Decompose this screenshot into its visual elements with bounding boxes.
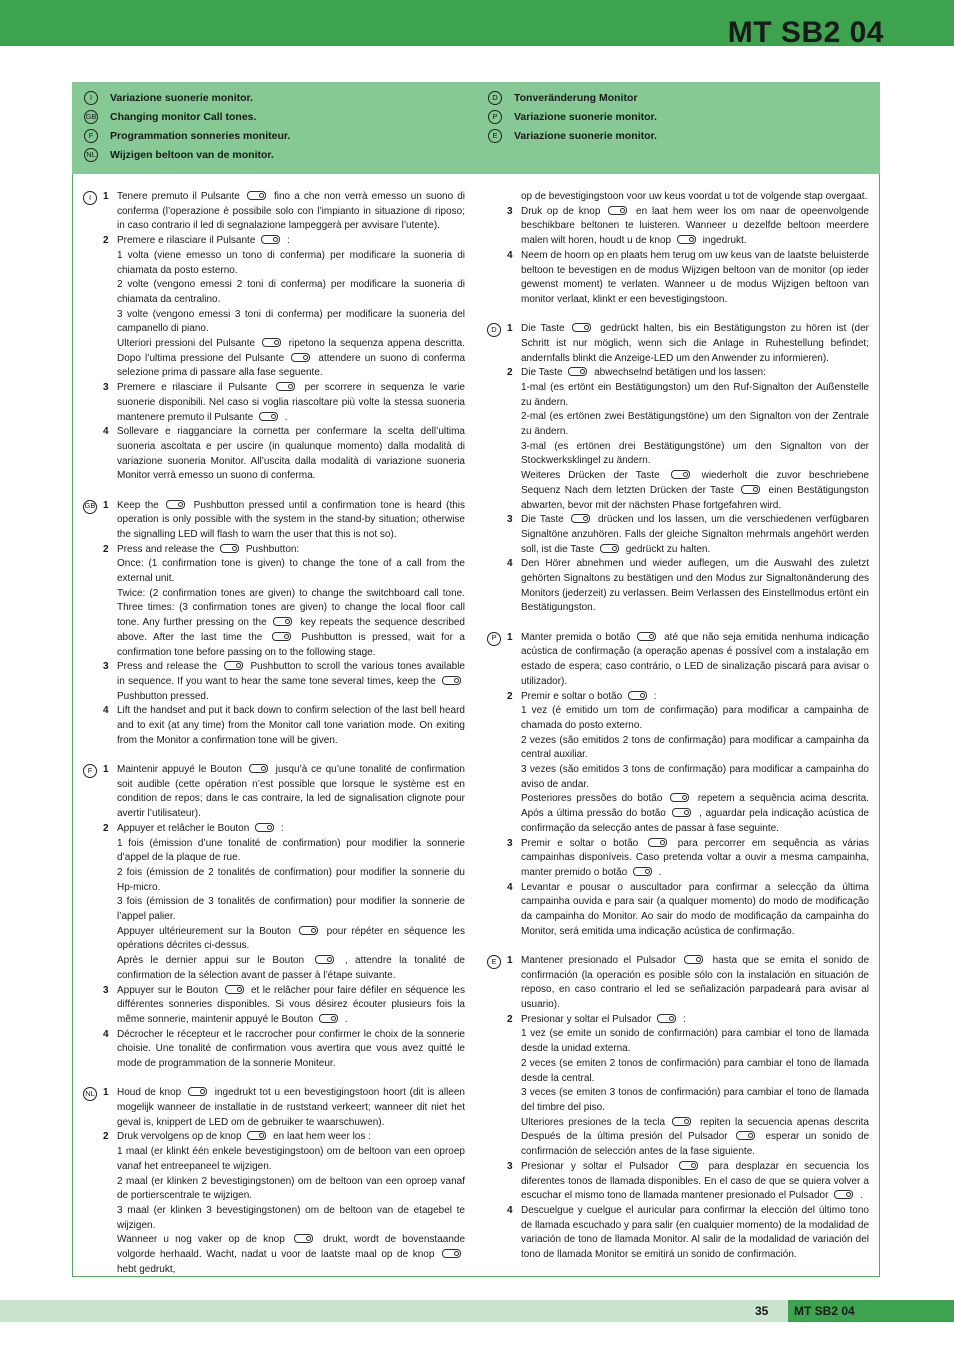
badge-cell [83, 822, 103, 984]
step-paragraph: op de bevestigingstoon voor uw keus voordat u tot de volgende stap overgaat. [521, 191, 868, 202]
language-legend [72, 82, 880, 174]
pushbutton-icon [628, 691, 647, 700]
step-paragraph: Ulteriori pressioni del Pulsante ripetono la sequenza appena descritta. Dopo l’ultima pressione del Pulsante attendere un suono di conferma selezione prima di passare alla fase seguente. [117, 338, 466, 379]
step-paragraph: 2-mal (es ertönen zwei Bestätigungstöne) um den Signalton von der Zentrale zu ändern. [521, 411, 869, 438]
step-text [117, 499, 465, 543]
badge-cell [83, 1028, 103, 1072]
language-badge: I [84, 91, 98, 105]
instruction-step [83, 822, 465, 984]
step-paragraph: Appuyer sur le Bouton et le relâcher pour faire défiler en séquence les différentes sonneries disponibles. Si vous désirez écouter plusieurs fois la même sonnerie, maintenir appuyé le Bouton . [117, 984, 465, 1025]
step-text [521, 205, 869, 249]
step-paragraph: Tenere premuto il Pulsante fino a che non verrà emesso un suono di conferma (l’operazione è possibile solo con l’impianto in situazione di riposo; in caso contrario il led di segnalazione lampeggerà per avvisare l’utente). [117, 191, 466, 232]
step-number: 3 [507, 205, 513, 217]
step-paragraph: 1 fois (émission d’une tonalité de confirmation) pour modifier la sonnerie d’appel de la plaque de rue. [117, 837, 465, 864]
step-number: 4 [507, 1204, 513, 1216]
pushbutton-icon [166, 500, 185, 509]
step-number [507, 190, 521, 205]
step-number: 1 [103, 764, 109, 776]
badge-cell [487, 1204, 507, 1263]
step-text [521, 322, 869, 366]
instruction-step [487, 366, 869, 513]
step-number: 1 [507, 323, 513, 335]
pushbutton-icon [291, 353, 310, 362]
badge-cell [487, 249, 507, 308]
instruction-step [487, 190, 869, 205]
badge-cell [487, 557, 507, 616]
step-text [521, 954, 869, 1013]
pushbutton-icon [633, 867, 652, 876]
pushbutton-icon [834, 1190, 853, 1199]
step-paragraph: Lift the handset and put it back down to confirm selection of the last bell heard and to exit (at any time) from the Monitor call tone variation mode. On exiting from the Monitor a confirmation tone will be given. [117, 705, 465, 746]
pushbutton-icon [255, 823, 274, 832]
pushbutton-icon [637, 632, 656, 641]
pushbutton-icon [259, 412, 278, 421]
language-badge: E [487, 955, 501, 969]
step-number: 2 [103, 543, 109, 555]
badge-cell [487, 954, 507, 1013]
pushbutton-icon [276, 382, 295, 391]
pushbutton-icon [684, 955, 703, 964]
instruction-step [487, 954, 869, 1013]
page-number: 35 [755, 1304, 769, 1318]
step-paragraph: Twice: (2 confirmation tones are given) to change the switchboard call tone. Three times: (3 confirmation tones are given) to change the local floor call tone. Any further pressing on the key repeats the sequence described above. After the last time the Pushbutton is pressed, wait for a confirmation tone before passing on to the following stage. [117, 587, 465, 658]
step-number: 2 [507, 367, 513, 379]
instruction-step [487, 513, 869, 557]
pushbutton-icon [568, 367, 587, 376]
step-paragraph: Décrocher le récepteur et le raccrocher pour confirmer le choix de la sonnerie choisie. Une tonalité de confirmation vous avertira que vous avez quitté le mode de programmation de la sonnerie Moniteur. [117, 1028, 465, 1070]
language-label: Variazione suonerie monitor. [110, 91, 253, 104]
instruction-step [487, 205, 869, 249]
pushbutton-icon [225, 985, 244, 994]
instruction-step [487, 1160, 869, 1204]
step-paragraph: Once: (1 confirmation tone is given) to change the tone of a call from the external unit. [117, 558, 465, 585]
step-paragraph: Mantener presionado el Pulsador hasta que se emita el sonido de confirmación (la operación es posible sólo con la instalación en situación de reposo, en caso contrario el led se señalización parpadeará para avisar al usuario). [521, 954, 870, 1011]
step-paragraph: Levantar e pousar o auscultador para confirmar a selecção da última campainha ouvida e para sair (a qualquer momento) do modo de modificação da campainha do Monitor. Ao sair do modo de modificação da campainha do Monitor, será emitida uma indicação acústica de confirmação. [521, 881, 869, 937]
step-number: 2 [103, 822, 109, 834]
badge-cell [83, 425, 103, 484]
badge-cell [487, 690, 507, 837]
section-pt [487, 631, 869, 940]
step-text [117, 1028, 465, 1072]
step-number: 4 [507, 558, 513, 570]
step-text [521, 631, 869, 690]
step-paragraph: 1 vez (se emite un sonido de confirmación) para cambiar el tono de llamada desde la unidad externa. [521, 1028, 869, 1055]
step-number: 1 [507, 631, 513, 643]
step-number: 4 [507, 881, 513, 893]
language-label: Variazione suonerie monitor. [514, 110, 657, 123]
step-number: 2 [103, 1131, 109, 1143]
step-text [521, 1160, 869, 1204]
left-column [83, 190, 465, 1292]
step-text [521, 249, 869, 308]
step-number: 3 [507, 837, 513, 849]
step-number: 4 [507, 249, 513, 261]
instruction-step [487, 1204, 869, 1263]
step-paragraph: Appuyer ultérieurement sur la Bouton pour répéter en séquence les opérations décrites ci-dessus. [117, 925, 465, 952]
badge-cell [83, 1086, 103, 1130]
badge-cell [83, 499, 103, 543]
language-row [488, 107, 657, 126]
pushbutton-icon [273, 617, 292, 626]
instructions-panel [72, 174, 880, 1277]
step-text [521, 1204, 869, 1263]
instruction-step [83, 704, 465, 748]
instruction-step [83, 763, 465, 822]
step-paragraph: 2 volte (vengono emessi 2 toni di conferma) per modificare la suoneria di chiamata da centralino. [117, 279, 465, 305]
pushbutton-icon [247, 1131, 266, 1140]
pushbutton-icon [608, 206, 627, 215]
step-number: 3 [103, 984, 109, 996]
instruction-step [83, 499, 465, 543]
step-paragraph: 1-mal (es ertönt ein Bestätigungston) um den Ruf-Signalton der Außenstelle zu ändern. [521, 381, 869, 408]
badge-cell [487, 366, 507, 513]
instruction-step [83, 1130, 465, 1277]
step-paragraph: Neem de hoorn op en plaats hem terug om uw keus van de laatste beluisterde beltoon te bevestigen en de modus Wijzigen beltoon van de monitor (op ieder gewenst moment) te verlaten. Wanneer u de modus Wijzigen beltoon van monitor verlaat, klinkt er een bevestigingstoon. [521, 249, 869, 305]
pushbutton-icon [572, 323, 591, 332]
step-text [521, 557, 869, 616]
badge-cell [83, 190, 103, 234]
instruction-step [83, 1086, 465, 1130]
pushbutton-icon [672, 808, 691, 817]
section-gb [83, 499, 465, 749]
step-paragraph: 3 veces (se emiten 3 tonos de confirmación) para cambiar el tono de llamada del timbre del piso. [521, 1087, 869, 1113]
instruction-step [487, 1013, 869, 1160]
step-text [117, 190, 465, 234]
step-paragraph: Maintenir appuyé le Bouton jusqu’à ce qu’une tonalité de confirmation soit audible (cette opération n’est possible que lorsque le système est en condition de repos; dans le cas contraire, la led de signalisation clignote pour avertir l’utilisateur). [117, 764, 465, 820]
step-number: 4 [103, 705, 109, 717]
language-badge: D [488, 91, 502, 105]
pushbutton-icon [220, 544, 239, 553]
badge-cell [487, 1160, 507, 1204]
language-badge: I [83, 191, 97, 205]
language-badge: GB [84, 110, 98, 124]
step-number: 3 [103, 661, 109, 673]
pushbutton-icon [442, 1249, 461, 1258]
instruction-step [487, 249, 869, 308]
step-paragraph: 1 maal (er klinkt één enkele bevestigingstoon) om de beltoon van een oproep vanaf het entreepaneel te wijzigen. [117, 1146, 465, 1172]
step-paragraph: Après le dernier appui sur le Bouton , attendre la tonalité de confirmation de la sélection avant de passer à l’étape suivante. [117, 955, 465, 981]
right-column [487, 190, 869, 1277]
step-paragraph: 3 maal (er klinken 3 bevestigingstonen) om de beltoon van de etagebel te wijzigen. [117, 1204, 465, 1231]
badge-cell [83, 704, 103, 748]
step-number: 2 [507, 690, 513, 702]
step-text [521, 366, 869, 513]
step-text [117, 425, 465, 484]
step-paragraph: Descuelgue y cuelgue el auricular para confirmar la elección del último tono de llamada escuchado y para salir (en cualquier momento) de la modalidad de variación de tono de llamada Monitor. Al salir de la modalidad de variación del tono de llamada Monitor se emitirá un sonido de confirmación. [521, 1204, 869, 1261]
step-paragraph: 3 fois (émission de 3 tonalités de confirmation) pour modifier la sonnerie de l’appel palier. [117, 896, 465, 923]
step-number: 1 [103, 191, 109, 202]
pushbutton-icon [741, 485, 760, 494]
step-paragraph: Wanneer u nog vaker op de knop drukt, wordt de bovenstaande volgorde herhaald. Wacht, nadat u voor de laatste maal op de knop hebt gedrukt, [117, 1234, 466, 1275]
badge-cell [487, 631, 507, 690]
badge-cell [487, 1013, 507, 1160]
badge-cell [487, 190, 507, 205]
pushbutton-icon [299, 926, 318, 935]
step-text [117, 763, 465, 822]
language-badge: E [488, 129, 502, 143]
step-paragraph: 3-mal (es ertönen drei Bestätigungstöne) um den Signalton von der Stockwerksklingel zu ändern. [521, 440, 869, 467]
language-badge: D [487, 323, 501, 337]
step-number: 4 [103, 1028, 109, 1040]
instruction-step [83, 660, 465, 704]
pushbutton-icon [571, 514, 590, 523]
step-text [521, 1013, 869, 1160]
step-paragraph: Houd de knop ingedrukt tot u een bevestigingstoon hoort (dit is alleen mogelijk wanneer de installatie in de ruststand verkeert; wanneer dit niet het geval is, knippert de LED om de gebruiker te waarschuwen). [117, 1087, 465, 1128]
footer-label: MT SB2 04 [788, 1300, 954, 1322]
step-paragraph: Appuyer et relâcher le Bouton : [117, 822, 284, 834]
step-number: 2 [507, 1013, 513, 1025]
section-fr [83, 763, 465, 1072]
step-paragraph: Posteriores pressões do botão repetem a sequência acima descrita. Após a última pressão do botão , aguardar pela indicação acústica de confirmação da selecção antes de passar à fase seguinte. [521, 793, 869, 834]
step-text [521, 513, 869, 557]
step-paragraph: Premere e rilasciare il Pulsante per scorrere in sequenza le varie suonerie disponibili. Nel caso si voglia riascoltare più volte la stessa suoneria mantenere premuto il Pulsante . [117, 382, 465, 423]
language-list-right [488, 88, 657, 145]
language-badge: F [83, 764, 97, 778]
language-badge: P [488, 110, 502, 124]
pushbutton-icon [671, 470, 690, 479]
step-paragraph: Die Taste abwechselnd betätigen und los lassen: [521, 367, 766, 379]
language-label: Wijzigen beltoon van de monitor. [110, 148, 274, 161]
language-badge: P [487, 632, 501, 646]
step-text [117, 704, 465, 748]
step-text [117, 543, 465, 661]
step-number: 1 [103, 1087, 109, 1099]
instruction-step [487, 690, 869, 837]
pushbutton-icon [442, 676, 461, 685]
section-de [487, 322, 869, 616]
pushbutton-icon [600, 544, 619, 553]
step-paragraph: Weiteres Drücken der Taste wiederholt die zuvor beschriebene Sequenz Nach dem letzten Drücken der Taste einen Bestätigungston abwarten, bevor mit der nächsten Phase fortgefahren wird. [521, 470, 869, 511]
badge-cell [487, 837, 507, 881]
pushbutton-icon [679, 1161, 698, 1170]
language-list-left [84, 88, 290, 164]
language-label: Variazione suonerie monitor. [514, 129, 657, 142]
pushbutton-icon [670, 793, 689, 802]
step-paragraph: Druk vervolgens op de knop en laat hem weer los : [117, 1131, 371, 1143]
step-text [117, 984, 465, 1028]
step-text [117, 660, 465, 704]
step-paragraph: 1 vez (é emitido um tom de confirmação) para modificar a campainha de chamada do posto externo. [521, 705, 869, 731]
step-text [117, 234, 465, 381]
step-text [521, 690, 869, 837]
badge-cell [83, 543, 103, 661]
instruction-step [487, 631, 869, 690]
instruction-step [487, 557, 869, 616]
language-badge: F [84, 129, 98, 143]
step-number: 4 [103, 426, 109, 438]
badge-cell [83, 234, 103, 381]
badge-cell [83, 984, 103, 1028]
step-paragraph: Die Taste drücken und los lassen, um die verschiedenen verfügbaren Signaltöne anzuhören. Falls der gleiche Signalton mehrmals angehört werden soll, ist die Taste gedrückt zu halten. [521, 514, 869, 555]
language-row [84, 88, 290, 107]
step-text [117, 1130, 465, 1277]
step-text [117, 381, 465, 425]
pushbutton-icon [657, 1014, 676, 1023]
section-nl-continued [487, 190, 869, 308]
instruction-step [487, 881, 869, 940]
step-paragraph: Premir e soltar o botão para percorrer em sequência as várias campainhas disponíveis. Caso pretenda voltar a ouvir a mesma campainha, manter premido o botão . [521, 837, 869, 878]
language-label: Programmation sonneries moniteur. [110, 129, 291, 142]
badge-cell [83, 763, 103, 822]
instruction-step [83, 425, 465, 484]
badge-cell [487, 205, 507, 249]
instruction-step [487, 322, 869, 366]
step-text [521, 190, 869, 205]
language-label: Changing monitor Call tones. [110, 110, 257, 123]
section-es [487, 954, 869, 1263]
badge-cell [83, 660, 103, 704]
step-text [521, 881, 869, 940]
language-label: Tonveränderung Monitor [514, 91, 638, 104]
language-badge: NL [83, 1087, 97, 1101]
instruction-step [83, 381, 465, 425]
step-paragraph: 2 maal (er klinken 2 bevestigingstonen) om de beltoon van een oproep vanaf de portierscentrale te wijzigen. [117, 1175, 465, 1202]
badge-cell [487, 322, 507, 366]
step-paragraph: 3 volte (vengono emessi 3 toni di conferma) per modificare la suoneria del campanello di piano. [117, 308, 465, 335]
step-paragraph: Press and release the Pushbutton: [117, 543, 300, 555]
step-paragraph: Druk op de knop en laat hem weer los om naar de opeenvolgende beschikbare beltonen te luisteren. Wanneer u dezelfde beltoon meerdere malen wilt horen, houdt u de knop ingedrukt. [521, 205, 869, 247]
pushbutton-icon [247, 191, 266, 200]
step-text [521, 837, 869, 881]
instruction-step [83, 234, 465, 381]
section-nl [83, 1086, 465, 1277]
pushbutton-icon [294, 1234, 313, 1243]
step-paragraph: Ulteriores presiones de la tecla repiten la secuencia apenas descrita Después de la última presión del Pulsador esperar un sonido de confirmación de selección antes de la fase siguiente. [521, 1116, 870, 1158]
step-text [117, 1086, 465, 1130]
language-row [84, 145, 290, 164]
pushbutton-icon [249, 764, 268, 773]
badge-cell [83, 381, 103, 425]
pushbutton-icon [272, 632, 291, 641]
step-paragraph: Premir e soltar o botão : [521, 690, 657, 702]
pushbutton-icon [315, 955, 334, 964]
badge-cell [487, 881, 507, 940]
pushbutton-icon [319, 1014, 338, 1023]
badge-cell [83, 1130, 103, 1277]
step-paragraph: 1 volta (viene emesso un tono di conferma) per modificare la suoneria di chiamata da posto esterno. [117, 249, 465, 276]
step-number: 3 [103, 382, 109, 394]
step-paragraph: Die Taste gedrückt halten, bis ein Bestätigungston zu hören ist (der Schritt ist nur möglich, wenn sich die Anlage in Ruhestellung befindet; andernfalls blinkt die Anzeige-LED um den Anwender zu informieren). [521, 323, 869, 364]
pushbutton-icon [648, 838, 667, 847]
pushbutton-icon [736, 1131, 755, 1140]
step-paragraph: Manter premida o botão até que não seja emitida nenhuma indicação acústica de confirmação (a operação apenas é possível com a instalação em estado de espera; caso contrário, o LED de sinalização piscará para avisar o utilizador). [521, 631, 870, 687]
pushbutton-icon [261, 235, 280, 244]
step-paragraph: Press and release the Pushbutton to scroll the various tones available in sequence. If you want to hear the same tone several times, keep the Pushbutton pressed. [117, 661, 465, 702]
pushbutton-icon [188, 1087, 207, 1096]
step-paragraph: Presionar y soltar el Pulsador : [521, 1013, 686, 1025]
language-badge: NL [84, 148, 98, 162]
language-row [488, 126, 657, 145]
step-paragraph: 3 vezes (são emitidos 3 tons de confirmação) para modificar a campainha do aviso de andar. [521, 764, 869, 790]
language-row [84, 126, 290, 145]
instruction-step [83, 190, 465, 234]
page-title: MT SB2 04 [727, 16, 884, 49]
step-number: 1 [507, 954, 513, 966]
step-number: 3 [507, 1160, 513, 1172]
step-paragraph: Keep the Pushbutton pressed until a confirmation tone is heard (this operation is only possible with the system in the stand-by situation; otherwise the signalling LED will flash to warn the user that this is not so). [117, 499, 466, 540]
step-paragraph: Den Hörer abnehmen und wieder auflegen, um die Auswahl des zuletzt gehörten Signaltons zu bestätigen und den Modus zur Signaltonänderung des Monitors (jederzeit) zu verlassen. Beim Verlassen des Einstellmodus ertönt ein Bestätigungston. [521, 558, 869, 614]
step-number: 2 [103, 235, 109, 247]
language-row [84, 107, 290, 126]
step-paragraph: Premere e rilasciare il Pulsante : [117, 235, 290, 247]
instruction-step [487, 837, 869, 881]
step-paragraph: Presionar y soltar el Pulsador para desplazar en secuencia los diferentes tonos de llamada disponibles. En el caso de que se quiera volver a escuchar el mismo tono de llamada mantener presionado el Pulsador . [521, 1160, 869, 1202]
instruction-step [83, 543, 465, 661]
step-paragraph: 2 vezes (são emitidos 2 tons de confirmação) para modificar a campainha da central auxiliar. [521, 734, 869, 761]
step-number: 3 [507, 514, 513, 526]
language-row [488, 88, 657, 107]
instruction-step [83, 984, 465, 1028]
pushbutton-icon [677, 235, 696, 244]
step-paragraph: 2 veces (se emiten 2 tonos de confirmación) para cambiar el tono de llamada desde la central. [521, 1057, 869, 1084]
pushbutton-icon [262, 338, 281, 347]
step-text [117, 822, 465, 984]
pushbutton-icon [224, 661, 243, 670]
pushbutton-icon [672, 1117, 691, 1126]
section-it [83, 190, 465, 484]
badge-cell [487, 513, 507, 557]
language-badge: GB [83, 500, 97, 514]
step-paragraph: 2 fois (émission de 2 tonalités de confirmation) pour modifier la sonnerie du Hp-micro. [117, 866, 465, 893]
instruction-step [83, 1028, 465, 1072]
step-paragraph: Sollevare e riagganciare la cornetta per confermare la scelta dell’ultima suoneria ascoltata e per uscire (in qualunque momento) dalla modalità di variazione suoneria Monitor. All’uscita dalla modalità di variazione suoneria Monitor verrà emesso un suono di conferma. [117, 426, 465, 482]
step-number: 1 [103, 499, 109, 511]
